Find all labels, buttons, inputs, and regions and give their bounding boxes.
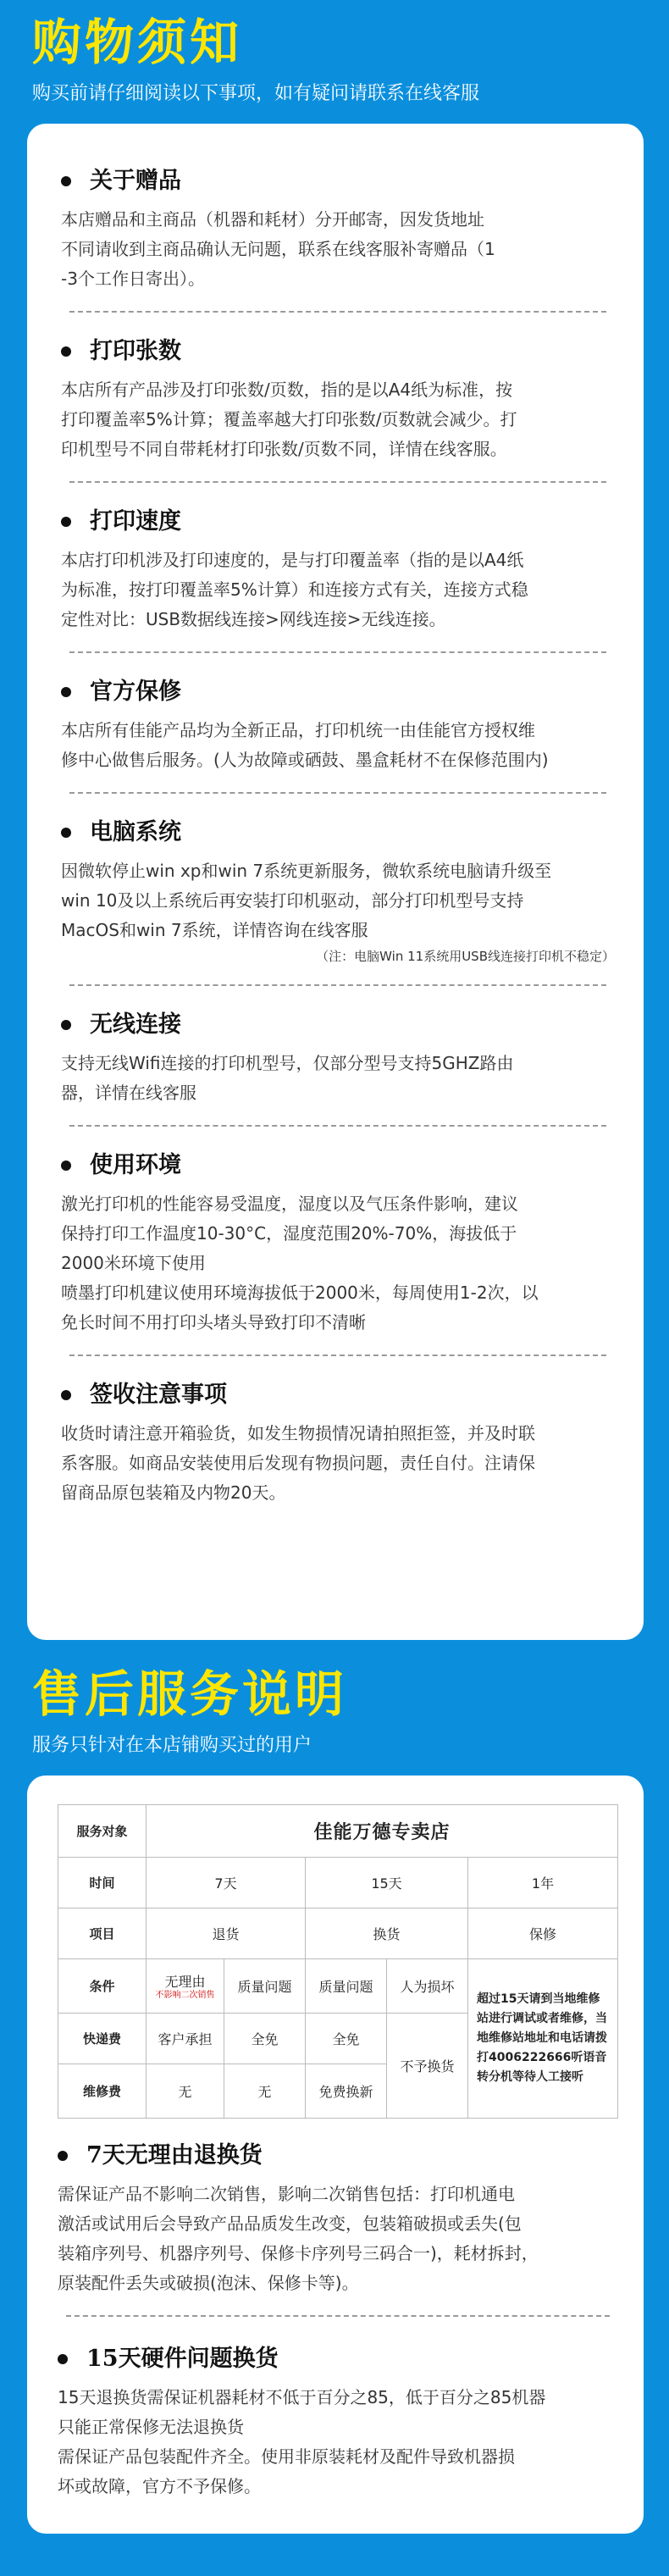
text-line: MacOS和win 7系统，详情咨询在线客服	[61, 920, 368, 940]
item-text	[61, 1049, 615, 1108]
text-line: 留商品原包装箱及内物20天。	[61, 1482, 286, 1503]
text-line: 需保证产品包装配件齐全。使用非原装耗材及配件导致机器损	[58, 2446, 515, 2467]
item-text	[61, 856, 615, 945]
table-cell: 15天	[306, 1858, 468, 1908]
policy-7day-return	[58, 2119, 618, 2317]
text-line: 需保证产品不影响二次销售，影响二次销售包括：打印机通电	[58, 2184, 515, 2204]
table-cell: 1年	[468, 1858, 618, 1908]
divider	[66, 2315, 610, 2317]
text-line: 15天退换货需保证机器耗材不低于百分之85，低于百分之85机器	[58, 2387, 546, 2407]
text-line: 喷墨打印机建议使用环境海拔低于2000米，每周使用1-2次，以	[61, 1282, 539, 1303]
item-title: 打印速度	[90, 508, 181, 535]
table-cell: 退货	[147, 1908, 306, 1959]
table-cell	[147, 1959, 224, 2014]
bullet-icon	[58, 2151, 68, 2161]
aftersale-header	[0, 1640, 669, 1760]
service-table	[58, 1804, 618, 2119]
bullet-icon	[61, 1390, 71, 1400]
text-line: 定性对比：USB数据线连接>网线连接>无线连接。	[61, 609, 446, 629]
notice-gift	[61, 147, 615, 313]
text-line: 打印覆盖率5%计算；覆盖率越大打印张数/页数就会减少。打	[61, 409, 517, 429]
table-cell: 快递费	[58, 2014, 147, 2064]
bullet-icon	[61, 517, 71, 527]
item-text	[61, 205, 615, 294]
warranty-contact-cell: 超过15天请到当地维修站进行调试或者维修，当地维修站地址和电话请拨打4006222666听语音转分机等待人工接听	[468, 1959, 618, 2119]
text-line: 保持打印工作温度10-30°C，湿度范围20%-70%，海拔低于	[61, 1223, 517, 1244]
text-line: 坏或故障，官方不予保修。	[58, 2476, 261, 2496]
text-line: 免长时间不用打印头堵头导致打印不清晰	[61, 1312, 366, 1332]
text-line: 装箱序列号、机器序列号、保修卡序列号三码合一)，耗材拆封，	[58, 2243, 539, 2263]
notice-wireless	[61, 991, 615, 1127]
purchase-header	[0, 0, 669, 108]
table-cell: 换货	[306, 1908, 468, 1959]
text-line: 器，详情在线客服	[61, 1083, 196, 1103]
bullet-icon	[58, 2354, 68, 2364]
text-line: 本店所有产品涉及打印张数/页数，指的是以A4纸为标准，按	[61, 379, 513, 400]
item-text	[61, 1189, 615, 1338]
text-line: 因微软停止win xp和win 7系统更新服务，微软系统电脑请升级至	[61, 861, 552, 881]
divider	[69, 481, 606, 483]
purchase-title: 购物须知	[32, 14, 243, 71]
item-text	[61, 1419, 615, 1508]
item-title: 无线连接	[90, 1011, 181, 1038]
item-title: 打印张数	[90, 338, 181, 364]
os-note: （注：电脑Win 11系统用USB线连接打印机不稳定）	[316, 949, 615, 964]
item-title: 签收注意事项	[90, 1382, 227, 1408]
divider	[69, 984, 606, 986]
table-cell: 条件	[58, 1959, 147, 2014]
text-line: 不同请收到主商品确认无问题，联系在线客服补寄赠品（1	[61, 239, 495, 259]
text-line: 只能正常保修无法退换货	[58, 2417, 244, 2437]
text-line: -3个工作日寄出）。	[61, 269, 205, 289]
table-cell: 质量问题	[224, 1959, 306, 2014]
table-cell: 质量问题	[306, 1959, 387, 2014]
bullet-icon	[61, 828, 71, 838]
notice-environment	[61, 1132, 615, 1356]
purchase-subtitle: 购买前请仔细阅读以下事项，如有疑问请联系在线客服	[32, 83, 480, 104]
cell-small-text: 不影响二次销售	[155, 1991, 215, 2000]
text-line: 2000米环境下使用	[61, 1253, 206, 1273]
divider	[69, 651, 606, 653]
table-cell: 人为损坏	[387, 1959, 468, 2014]
text-line: 本店所有佳能产品均为全新正品，打印机统一由佳能官方授权维	[61, 720, 535, 740]
bullet-icon	[61, 346, 71, 357]
divider	[69, 1354, 606, 1356]
table-cell: 无	[224, 2064, 306, 2119]
item-text	[58, 2180, 618, 2298]
policy-15day-exchange	[58, 2322, 618, 2501]
text-line: 印机型号不同自带耗材打印张数/页数不同，详情在线客服。	[61, 439, 507, 459]
table-cell: 7天	[147, 1858, 306, 1908]
text-line: 修中心做售后服务。(人为故障或硒鼓、墨盒耗材不在保修范围内)	[61, 750, 549, 770]
aftersale-title: 售后服务说明	[32, 1665, 348, 1723]
service-table-wrap	[58, 1799, 618, 2119]
table-cell: 服务对象	[58, 1805, 147, 1858]
text-line: 激活或试用后会导致产品品质发生改变，包装箱破损或丢失(包	[58, 2213, 522, 2234]
item-text	[61, 375, 615, 464]
text-line: 本店打印机涉及打印速度的，是与打印覆盖率（指的是以A4纸	[61, 550, 524, 570]
table-cell: 无	[147, 2064, 224, 2119]
divider	[69, 311, 606, 313]
item-title: 官方保修	[90, 679, 181, 705]
table-cell: 全免	[306, 2014, 387, 2064]
table-cell: 免费换新	[306, 2064, 387, 2119]
table-cell: 时间	[58, 1858, 147, 1908]
text-line: 为标准，按打印覆盖率5%计算）和连接方式有关，连接方式稳	[61, 579, 528, 600]
item-text	[61, 546, 615, 634]
aftersale-card	[27, 1776, 644, 2534]
item-title: 使用环境	[90, 1152, 181, 1178]
notice-warranty	[61, 658, 615, 794]
item-title: 电脑系统	[90, 819, 181, 845]
table-row	[58, 1858, 618, 1908]
notice-print-speed	[61, 488, 615, 653]
notice-receipt	[61, 1361, 615, 1508]
text-line: win 10及以上系统后再安装打印机驱动，部分打印机型号支持	[61, 890, 524, 911]
notice-os	[61, 799, 615, 986]
table-cell: 客户承担	[147, 2014, 224, 2064]
text-line: 系客服。如商品安装使用后发现有物损问题，责任自付。注请保	[61, 1453, 535, 1473]
divider	[69, 792, 606, 794]
bullet-icon	[61, 687, 71, 697]
item-title: 7天无理由退换货	[86, 2142, 263, 2169]
purchase-card	[27, 124, 644, 1640]
store-name-cell: 佳能万德专卖店	[147, 1805, 618, 1858]
text-line: 收货时请注意开箱验货，如发生物损情况请拍照拒签，并及时联	[61, 1423, 535, 1443]
bullet-icon	[61, 176, 71, 186]
text-line: 激光打印机的性能容易受温度，湿度以及气压条件影响，建议	[61, 1194, 518, 1214]
item-text	[61, 716, 615, 775]
notice-print-count	[61, 318, 615, 483]
item-title: 关于赠品	[90, 168, 181, 194]
bullet-icon	[61, 1020, 71, 1030]
table-row	[58, 1959, 618, 2014]
table-cell: 不予换货	[387, 2014, 468, 2119]
table-cell: 维修费	[58, 2064, 147, 2119]
table-cell: 全免	[224, 2014, 306, 2064]
item-text	[58, 2383, 618, 2501]
table-cell: 保修	[468, 1908, 618, 1959]
bullet-icon	[61, 1161, 71, 1171]
text-line: 支持无线Wifi连接的打印机型号，仅部分型号支持5GHZ路由	[61, 1053, 514, 1073]
text-line: 原装配件丢失或破损(泡沫、保修卡等)。	[58, 2273, 359, 2293]
table-row	[58, 1908, 618, 1959]
text-line: 本店赠品和主商品（机器和耗材）分开邮寄，因发货地址	[61, 209, 484, 230]
table-row	[58, 1805, 618, 1858]
aftersale-subtitle: 服务只针对在本店铺购买过的用户	[32, 1735, 312, 1756]
item-title: 15天硬件问题换货	[86, 2346, 279, 2372]
cell-text: 无理由	[164, 1974, 206, 1990]
divider	[69, 1125, 606, 1127]
table-cell: 项目	[58, 1908, 147, 1959]
